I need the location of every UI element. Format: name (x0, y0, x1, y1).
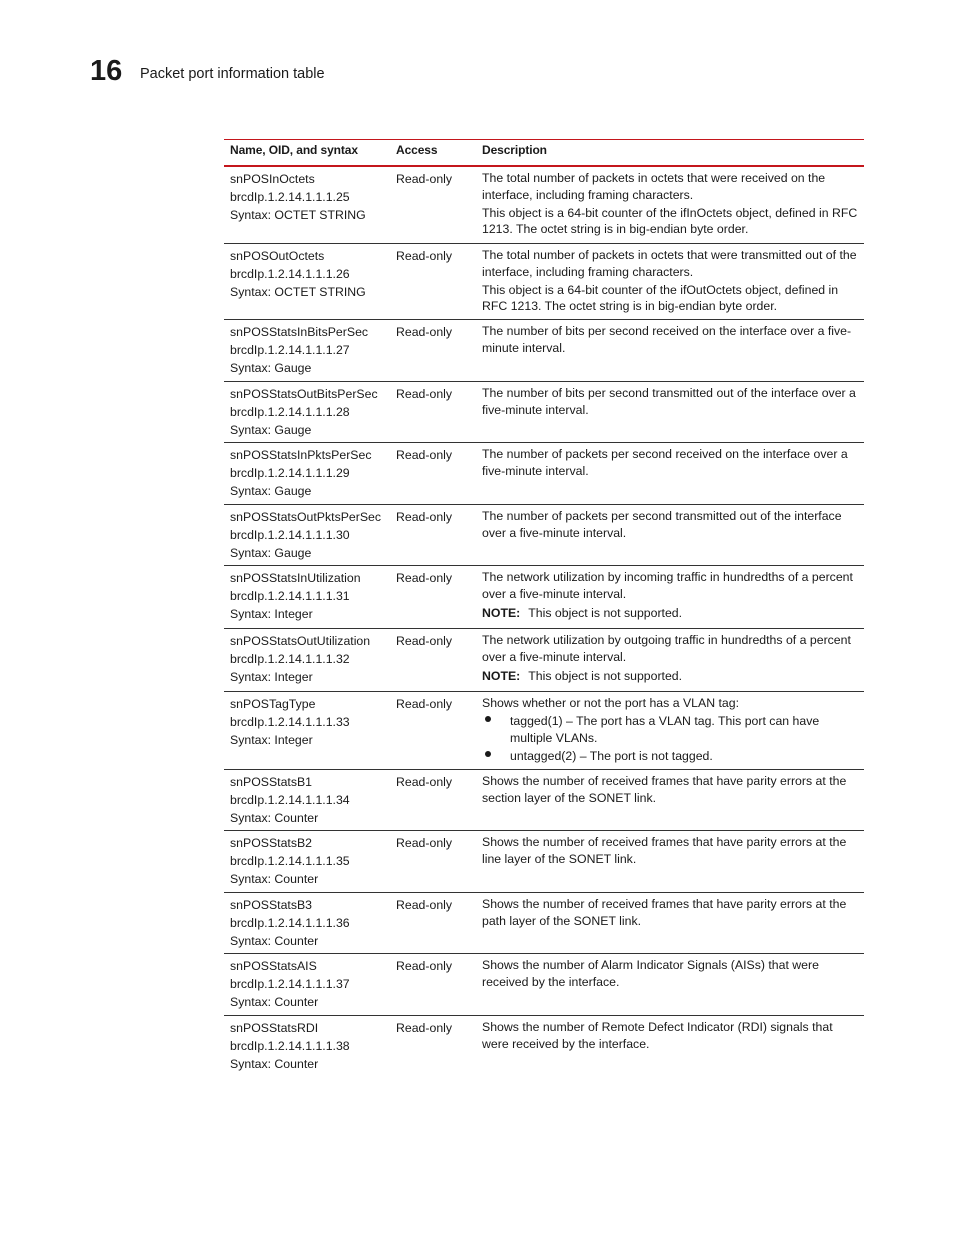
table-row (224, 893, 864, 954)
table-row (224, 1016, 864, 1078)
object-oid: brcdIp.1.2.14.1.1.1.29 (230, 466, 350, 480)
table-row (224, 244, 864, 320)
object-cell (230, 247, 390, 301)
object-name: snPOSStatsOutPktsPerSec (230, 510, 382, 524)
object-syntax: Syntax: Counter (230, 934, 319, 948)
table-row (224, 167, 864, 244)
column-header-name: Name, OID, and syntax (230, 143, 358, 157)
object-name: snPOSStatsOutBitsPerSec (230, 387, 378, 401)
description-paragraph: This object is a 64-bit counter of the ifInOctets object, defined in RFC 1213. The octet string is in big-endian byte order. (482, 205, 858, 236)
object-name: snPOSStatsB3 (230, 898, 313, 912)
object-syntax: Syntax: Gauge (230, 546, 312, 560)
object-name: snPOSStatsInPktsPerSec (230, 448, 372, 462)
object-name: snPOSStatsAIS (230, 959, 317, 973)
mib-object-table (224, 139, 864, 1078)
description-paragraph: Shows the number of Remote Defect Indicator (RDI) signals that were received by the interface. (482, 1020, 833, 1051)
object-syntax: Syntax: Counter (230, 995, 319, 1009)
description-cell (482, 170, 860, 239)
description-cell (482, 695, 860, 766)
description-cell (482, 247, 860, 316)
object-oid: brcdIp.1.2.14.1.1.1.32 (230, 652, 350, 666)
table-row (224, 320, 864, 382)
description-cell (482, 957, 860, 992)
table-row (224, 505, 864, 566)
object-name: snPOSStatsB1 (230, 775, 313, 789)
object-oid: brcdIp.1.2.14.1.1.1.34 (230, 793, 350, 807)
access-cell: Read-only (396, 898, 453, 912)
object-syntax: Syntax: Integer (230, 607, 313, 621)
description-cell (482, 385, 860, 420)
object-name: snPOSStatsOutUtilization (230, 634, 371, 648)
access-cell: Read-only (396, 387, 453, 401)
chapter-title: Packet port information table (140, 66, 325, 82)
note-label: NOTE: (482, 669, 521, 683)
table-row (224, 443, 864, 505)
description-paragraph: The network utilization by outgoing traffic in hundredths of a percent over a five-minute interval. (482, 633, 851, 664)
access-cell: Read-only (396, 325, 453, 339)
object-name: snPOSTagType (230, 697, 316, 711)
access-cell: Read-only (396, 959, 453, 973)
object-name: snPOSOutOctets (230, 249, 325, 263)
description-bullet-list (482, 713, 860, 764)
list-item (482, 713, 860, 746)
object-syntax: Syntax: Gauge (230, 423, 312, 437)
access-cell: Read-only (396, 571, 453, 585)
access-cell: Read-only (396, 775, 453, 789)
object-cell (230, 1019, 390, 1073)
description-paragraph: The number of packets per second transmitted out of the interface over a five-minute interval. (482, 509, 842, 540)
object-name: snPOSStatsB2 (230, 836, 313, 850)
description-paragraph: The number of bits per second received on the interface over a five-minute interval. (482, 324, 852, 355)
object-oid: brcdIp.1.2.14.1.1.1.38 (230, 1039, 350, 1053)
object-oid: brcdIp.1.2.14.1.1.1.27 (230, 343, 350, 357)
object-cell (230, 834, 390, 888)
object-syntax: Syntax: Integer (230, 670, 313, 684)
description-paragraph: This object is a 64-bit counter of the ifOutOctets object, defined in RFC 1213. The octet string is in big-endian byte order. (482, 282, 839, 313)
description-cell (482, 834, 860, 869)
object-cell (230, 323, 390, 377)
object-syntax: Syntax: OCTET STRING (230, 208, 366, 222)
table-row (224, 382, 864, 443)
description-paragraph: Shows the number of received frames that have parity errors at the path layer of the SONET link. (482, 897, 847, 928)
bullet-icon (485, 751, 491, 757)
table-header (224, 139, 864, 167)
chapter-number: 16 (90, 55, 123, 87)
bullet-text: tagged(1) – The port has a VLAN tag. This port can have multiple VLANs. (510, 714, 820, 745)
object-syntax: Syntax: Counter (230, 1057, 319, 1071)
object-oid: brcdIp.1.2.14.1.1.1.31 (230, 589, 350, 603)
object-oid: brcdIp.1.2.14.1.1.1.25 (230, 190, 350, 204)
access-cell: Read-only (396, 697, 453, 711)
access-cell: Read-only (396, 448, 453, 462)
object-cell (230, 632, 390, 686)
description-cell (482, 896, 860, 931)
access-cell: Read-only (396, 510, 453, 524)
object-oid: brcdIp.1.2.14.1.1.1.28 (230, 405, 350, 419)
table-row (224, 692, 864, 770)
table-row (224, 831, 864, 893)
table-body (224, 167, 864, 1078)
note (482, 668, 860, 685)
table-row (224, 954, 864, 1016)
bullet-icon (485, 716, 491, 722)
object-syntax: Syntax: OCTET STRING (230, 285, 366, 299)
object-cell (230, 695, 390, 749)
description-paragraph: The network utilization by incoming traffic in hundredths of a percent over a five-minute interval. (482, 570, 853, 601)
access-cell: Read-only (396, 249, 453, 263)
object-cell (230, 896, 390, 950)
description-cell (482, 323, 860, 358)
object-oid: brcdIp.1.2.14.1.1.1.33 (230, 715, 350, 729)
note-text: This object is not supported. (528, 606, 683, 620)
description-paragraph: The total number of packets in octets that were received on the interface, including framing characters. (482, 171, 826, 202)
access-cell: Read-only (396, 1021, 453, 1035)
description-paragraph: The total number of packets in octets that were transmitted out of the interface, including framing characters. (482, 248, 857, 279)
description-cell (482, 632, 860, 686)
description-paragraph: The number of packets per second received on the interface over a five-minute interval. (482, 447, 848, 478)
note-label: NOTE: (482, 606, 521, 620)
description-paragraph: Shows the number of Alarm Indicator Signals (AISs) that were received by the interface. (482, 958, 819, 989)
object-oid: brcdIp.1.2.14.1.1.1.36 (230, 916, 350, 930)
list-item (482, 748, 860, 765)
column-header-access: Access (396, 143, 438, 157)
object-name: snPOSStatsInBitsPerSec (230, 325, 369, 339)
object-cell (230, 508, 390, 562)
object-syntax: Syntax: Counter (230, 872, 319, 886)
object-syntax: Syntax: Gauge (230, 484, 312, 498)
description-paragraph: Shows whether or not the port has a VLAN tag: (482, 696, 740, 710)
note (482, 605, 860, 622)
description-cell (482, 569, 860, 623)
object-cell (230, 385, 390, 439)
note-text: This object is not supported. (528, 669, 683, 683)
object-syntax: Syntax: Gauge (230, 361, 312, 375)
object-syntax: Syntax: Counter (230, 811, 319, 825)
table-row (224, 566, 864, 629)
bullet-text: untagged(2) – The port is not tagged. (510, 748, 713, 763)
column-header-description: Description (482, 143, 547, 157)
access-cell: Read-only (396, 172, 453, 186)
object-oid: brcdIp.1.2.14.1.1.1.30 (230, 528, 350, 542)
table-row (224, 629, 864, 692)
object-cell (230, 569, 390, 623)
object-name: snPOSStatsInUtilization (230, 571, 361, 585)
object-oid: brcdIp.1.2.14.1.1.1.26 (230, 267, 350, 281)
object-cell (230, 446, 390, 500)
description-paragraph: The number of bits per second transmitted out of the interface over a five-minute interval. (482, 386, 856, 417)
description-paragraph: Shows the number of received frames that have parity errors at the section layer of the SONET link. (482, 774, 847, 805)
object-oid: brcdIp.1.2.14.1.1.1.35 (230, 854, 350, 868)
object-cell (230, 773, 390, 827)
object-syntax: Syntax: Integer (230, 733, 313, 747)
access-cell: Read-only (396, 836, 453, 850)
description-cell (482, 1019, 860, 1054)
description-cell (482, 508, 860, 543)
description-cell (482, 446, 860, 481)
object-cell (230, 170, 390, 224)
object-name: snPOSInOctets (230, 172, 315, 186)
description-paragraph: Shows the number of received frames that have parity errors at the line layer of the SONET link. (482, 835, 847, 866)
object-name: snPOSStatsRDI (230, 1021, 319, 1035)
access-cell: Read-only (396, 634, 453, 648)
object-cell (230, 957, 390, 1011)
table-row (224, 770, 864, 831)
object-oid: brcdIp.1.2.14.1.1.1.37 (230, 977, 350, 991)
description-cell (482, 773, 860, 808)
